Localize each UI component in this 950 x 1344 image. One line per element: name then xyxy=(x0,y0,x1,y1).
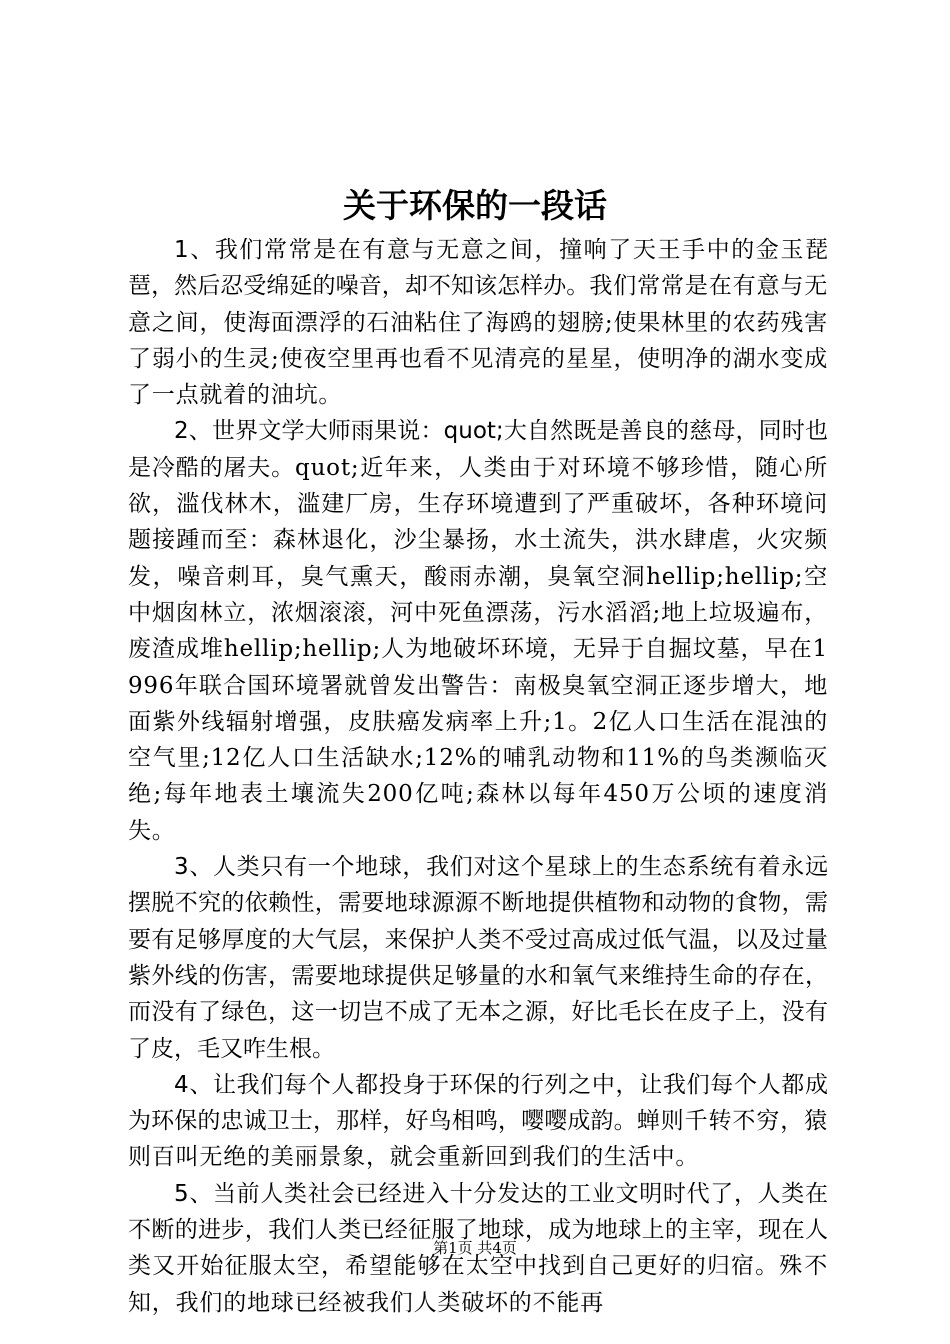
paragraph-4-regular-text: 蝉则千转不穷，猿则百叫无绝的美丽景象，就会重新回到我们的生活中。 xyxy=(128,1108,829,1171)
document-title: 关于环保的一段话 xyxy=(343,186,607,225)
paragraph-3-bold-text: 3、人类只有一个地球，我们对这个星球上的生态系统有着永远摆脱不究的依赖性，需要地球源源不断地提供植物和动物的食物，需要有足够厚度的大气层，来保护人类不受过高成过低气温，以及过量紫外线的伤害，需要地球提供足够量的水和氧气来维持生命的存在，而没有了绿色，这一切岂不成了无本之源，好比毛长在皮子上，没有了皮，毛又咋生根。 xyxy=(128,854,828,1062)
paragraph-5-regular-text: 殊不知，我们的地球已经被我们人类破坏的不能再 xyxy=(128,1253,829,1316)
paragraph-5-bold-text: 5、当前人类社会已经进入十分发达的工业文明时代了，人类在不断的进步，我们人类已经征服了地球，成为地球上的主宰，现在人类又开始征服太空，希望能够在太空中找到自己更好的归宿。 xyxy=(128,1180,828,1280)
paragraph-1-bold-text: 1、我们常常是在有意与无意之间，撞响了天王手中的金玉琵琶，然后忍受绵延的噪音，却不知该怎样办。 xyxy=(128,237,828,300)
paragraph-2-regular-text: quot;近年来，人类由于对环境不够珍惜，随心所欲，滥伐林木，滥建厂房，生存环境遭到了严重破坏，各种环境问题接踵而至：森林退化，沙尘暴扬，水土流失，洪水肆虐，火灾频发，噪音刺耳，臭气熏天，酸雨赤潮，臭氧空洞hellip;hellip;空中烟囱林立，浓烟滚滚，河中死鱼漂荡，污水滔滔;地上垃圾遍布，废渣成堆hellip;hellip;人为地破坏环境，无异于自掘坟墓，早在1996年联合国环境署就曾发出警告：南极臭氧空洞正逐步增大，地面紫外线辐射增强，皮肤癌发病率上升;1。2亿人口生活在混浊的空气里;12亿人口生活缺水;12%的哺乳动物和11%的鸟类濒临灭绝;每年地表土壤流失200亿吨;森林以每年450万公顷的速度消失。 xyxy=(128,454,829,844)
paragraph-1-regular-text: 我们常常是在有意与无意之间，使海面漂浮的石油粘住了海鸥的翅膀;使果林里的农药残害了弱小的生灵;使夜空里再也看不见清亮的星星，使明净的湖水变成了一点就着的油坑。 xyxy=(128,273,829,409)
page-footer: 第1页 共4页 xyxy=(433,1239,517,1257)
paragraph-4-bold-text: 4、让我们每个人都投身于环保的行列之中，让我们每个人都成为环保的忠诚卫士，那样，好鸟相鸣，嘤嘤成韵。 xyxy=(128,1071,828,1135)
paragraph-1 xyxy=(128,232,828,413)
paragraph-2 xyxy=(128,413,828,849)
paragraph-4 xyxy=(128,1067,828,1176)
paragraph-3 xyxy=(128,849,828,1067)
document-body xyxy=(128,232,828,1321)
paragraph-2-bold-text: 2、世界文学大师雨果说：quot;大自然既是善良的慈母，同时也是冷酷的屠夫。 xyxy=(128,418,828,481)
